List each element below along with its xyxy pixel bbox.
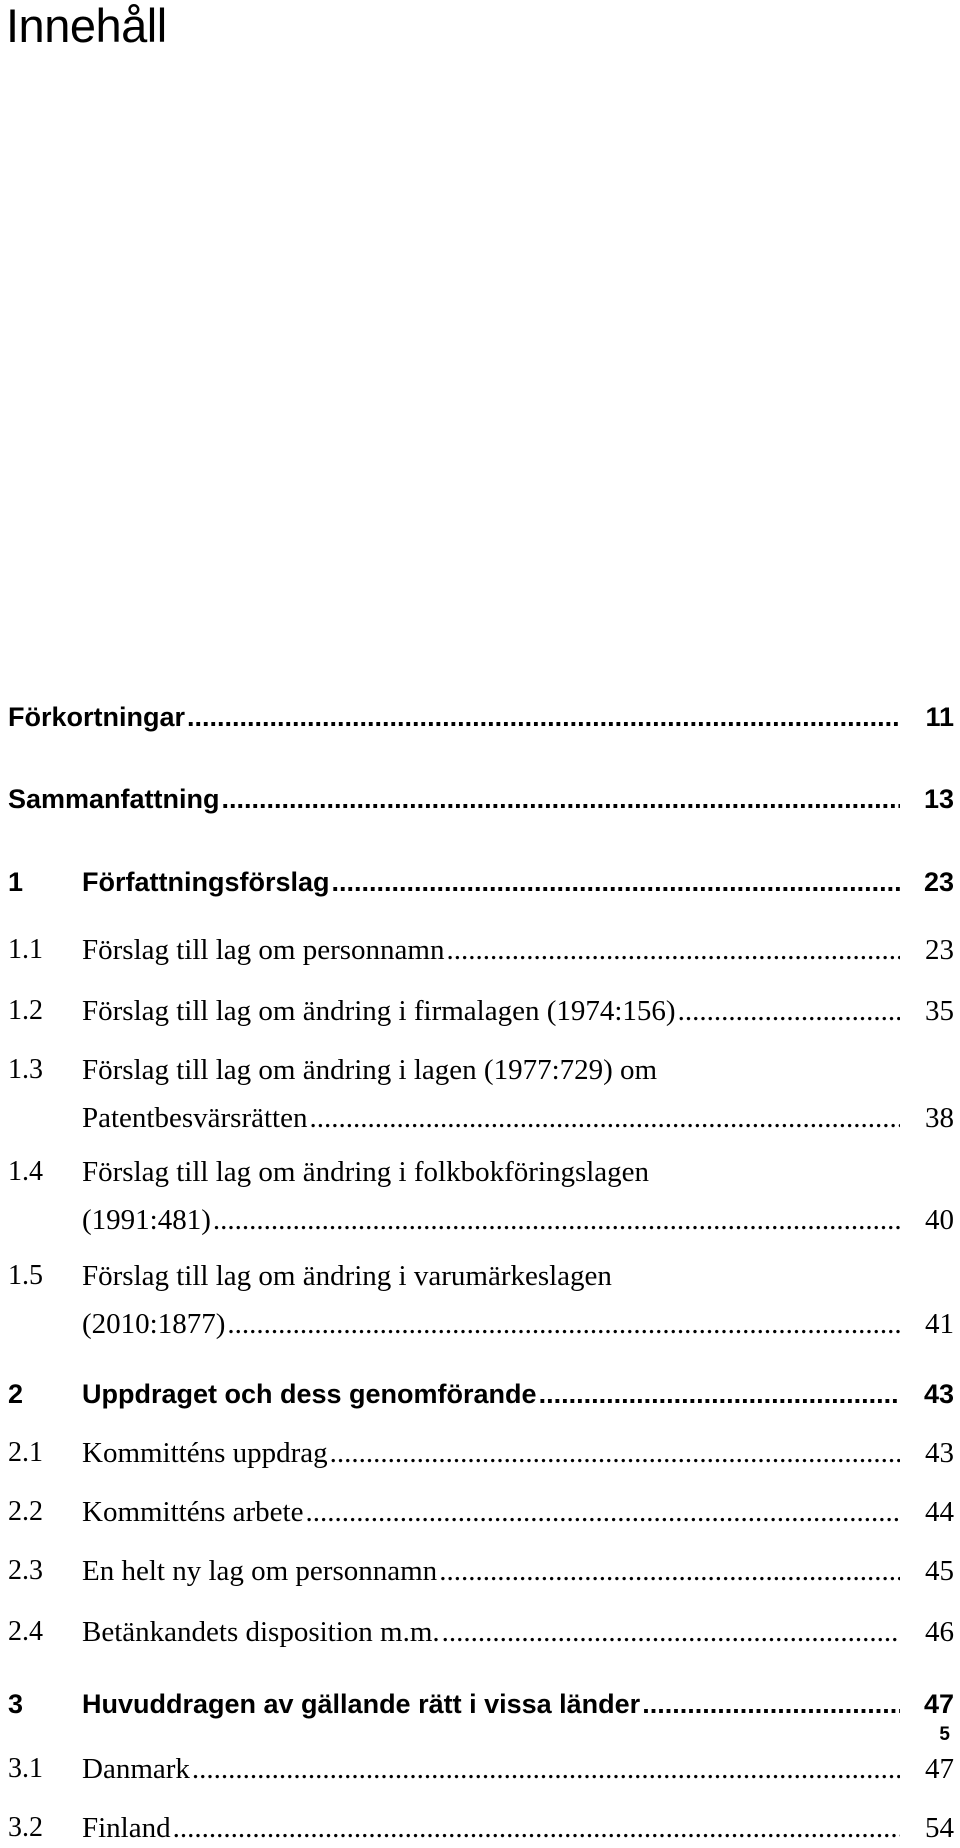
toc-page-number: 35 [925, 995, 954, 1027]
toc-title: Författningsförslag [82, 867, 330, 897]
toc-title: Sammanfattning [8, 784, 220, 814]
toc-page-number: 47 [923, 1689, 954, 1719]
dot-leader [332, 864, 901, 900]
dot-leader [192, 1749, 900, 1789]
toc-title: Betänkandets disposition m.m. [82, 1616, 440, 1648]
toc-title: Kommitténs arbete [82, 1496, 304, 1528]
toc-number: 1.4 [8, 1156, 43, 1187]
toc-number: 3.1 [8, 1753, 43, 1784]
toc-title: Förslag till lag om personnamn [82, 934, 445, 966]
dot-leader [305, 1492, 900, 1532]
dot-leader [330, 1433, 900, 1473]
dot-leader [173, 1808, 900, 1848]
toc-entry-chapter-1[interactable] [8, 864, 956, 900]
toc-number: 1.5 [8, 1260, 43, 1291]
dot-leader [539, 1376, 900, 1412]
toc-number: 1.3 [8, 1054, 43, 1085]
page-number: 5 [939, 1724, 950, 1745]
toc-title: (2010:1877) [82, 1308, 226, 1340]
toc-page-number: 11 [925, 702, 954, 732]
toc-title: Uppdraget och dess genomförande [82, 1379, 537, 1409]
toc-page-number: 43 [923, 1379, 954, 1409]
toc-page-number: 23 [925, 934, 954, 966]
toc-title: Kommitténs uppdrag [82, 1437, 328, 1469]
toc-number: 2.4 [8, 1616, 43, 1647]
page-title: Innehåll [6, 0, 167, 52]
toc-entry-1-1[interactable] [8, 930, 956, 970]
dot-leader [678, 991, 900, 1031]
dot-leader [309, 1098, 900, 1138]
toc-number: 1.1 [8, 934, 43, 965]
toc-entry-1-3[interactable] [8, 1050, 956, 1138]
toc-entry-3-2[interactable] [8, 1808, 956, 1848]
toc-entry-1-5[interactable] [8, 1256, 956, 1344]
toc-entry-2-3[interactable] [8, 1551, 956, 1591]
toc-title: Danmark [82, 1753, 190, 1785]
toc-page-number: 13 [923, 784, 954, 814]
toc-title-line: Förslag till lag om ändring i varumärkeslagen [82, 1260, 612, 1292]
toc-entry-2-2[interactable] [8, 1492, 956, 1532]
toc-entry-1-4[interactable] [8, 1152, 956, 1240]
toc-title: Patentbesvärsrätten [82, 1102, 308, 1134]
toc-entry-forkortningar[interactable] [8, 699, 956, 735]
toc-title-line: Förslag till lag om ändring i lagen (1977:729) om [82, 1054, 658, 1086]
toc-title: Finland [82, 1812, 171, 1844]
dot-leader [213, 1200, 900, 1240]
toc-entry-sammanfattning[interactable] [8, 781, 956, 817]
toc-title: Förslag till lag om ändring i firmalagen (1974:156) [82, 995, 676, 1027]
dot-leader [439, 1551, 900, 1591]
toc-page-number: 38 [925, 1102, 954, 1134]
toc-entry-chapter-2[interactable] [8, 1376, 956, 1412]
toc-number: 1 [8, 867, 24, 897]
dot-leader [187, 699, 900, 735]
toc-page-number: 54 [925, 1812, 954, 1844]
toc-title: (1991:481) [82, 1204, 211, 1236]
toc-page-number: 45 [925, 1555, 954, 1587]
toc-page-number: 41 [925, 1308, 954, 1340]
toc-title-line: Förslag till lag om ändring i folkbokföringslagen [82, 1156, 650, 1188]
toc-entry-1-2[interactable] [8, 991, 956, 1031]
toc-page-number: 43 [925, 1437, 954, 1469]
toc-entry-2-1[interactable] [8, 1433, 956, 1473]
toc-page-number: 40 [925, 1204, 954, 1236]
toc-title: Förkortningar [8, 702, 186, 732]
toc-number: 3 [8, 1689, 24, 1719]
toc-title: Huvuddragen av gällande rätt i vissa länder [82, 1689, 641, 1719]
toc-entry-3-1[interactable] [8, 1749, 956, 1789]
toc-number: 2 [8, 1379, 24, 1409]
toc-number: 2.1 [8, 1437, 43, 1468]
toc-number: 3.2 [8, 1812, 43, 1843]
toc-number: 2.2 [8, 1496, 43, 1527]
dot-leader [442, 1612, 900, 1652]
toc-page-number: 47 [925, 1753, 954, 1785]
dot-leader [446, 930, 900, 970]
toc-entry-2-4[interactable] [8, 1612, 956, 1652]
toc-page-number: 44 [925, 1496, 954, 1528]
toc-entry-chapter-3[interactable] [8, 1686, 956, 1722]
toc-page-number: 46 [925, 1616, 954, 1648]
dot-leader [227, 1304, 900, 1344]
toc-page-number: 23 [923, 867, 954, 897]
dot-leader [222, 781, 900, 817]
toc-number: 2.3 [8, 1555, 43, 1586]
toc-number: 1.2 [8, 995, 43, 1026]
toc-title: En helt ny lag om personnamn [82, 1555, 438, 1587]
dot-leader [642, 1686, 900, 1722]
